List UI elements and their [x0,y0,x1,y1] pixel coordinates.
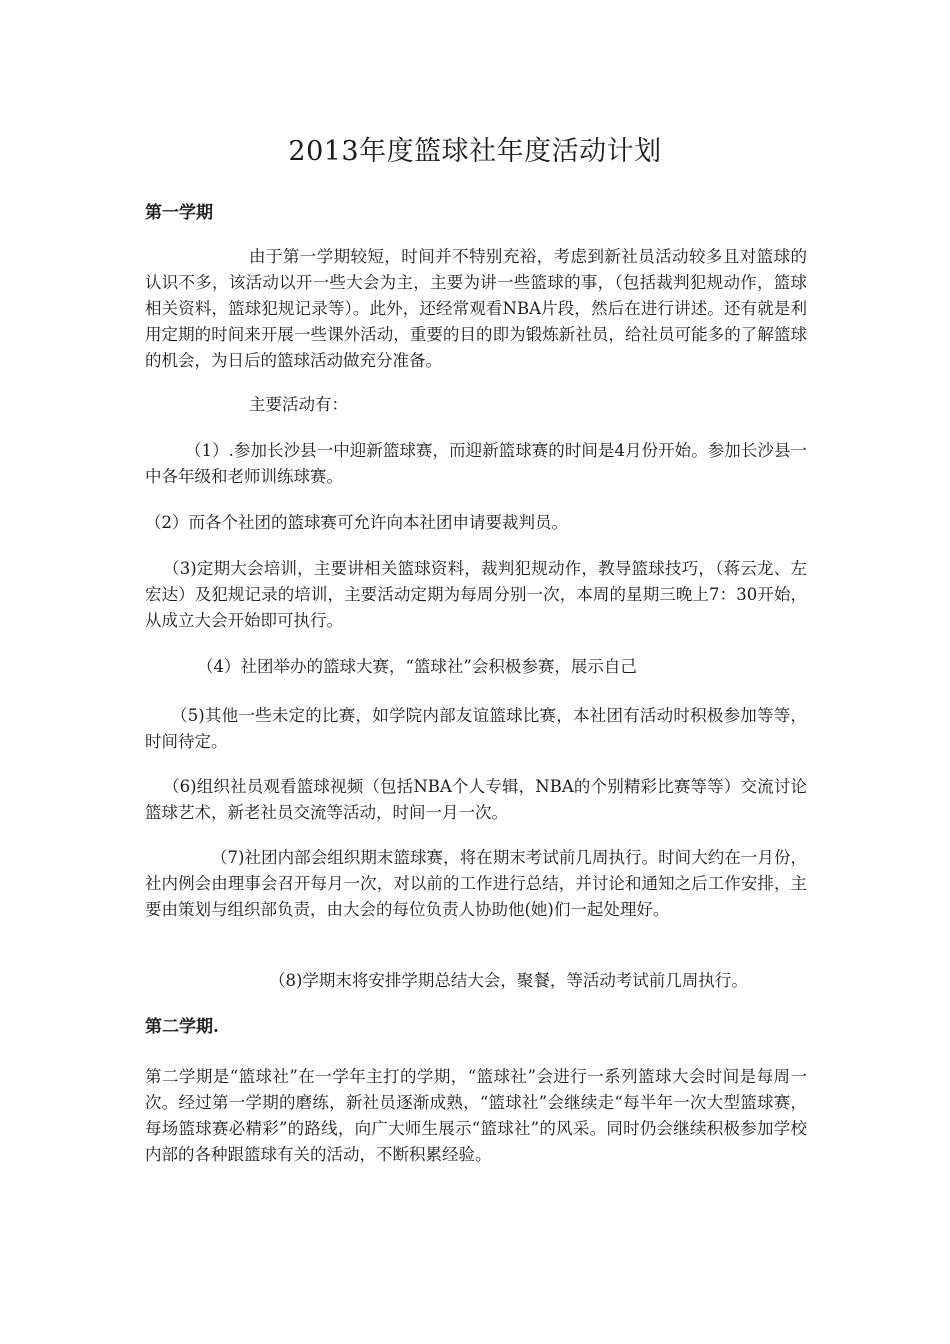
semester1-intro: 由于第一学期较短，时间并不特别充裕，考虑到新社员活动较多且对篮球的认识不多，该活动以开一些大会为主，主要为讲一些篮球的事，（包括裁判犯规动作，篮球相关资料，篮球犯规记录等）。此外，还经常观看NBA片段，然后在进行讲述。还有就是利用定期的时间来开展一些课外活动，重要的目的即为锻炼新社员，给社员可能多的了解篮球的机会，为日后的篮球活动做充分准备。 [145,247,807,370]
semester1-heading: 第一学期 [145,203,213,223]
activity-item-2: （2）而各个社团的篮球赛可允许向本社团申请要裁判员。 [145,513,568,532]
activity-item-7: （7)社团内部会组织期末篮球赛，将在期末考试前几周执行。时间大约在一月份，社内例会由理事会召开每月一次，对以前的工作进行总结，并讨论和通知之后工作安排，主要由策划与组织部负责，由大会的每位负责人协助他(她)们一起处理好。 [145,848,807,919]
page-title: 2013年度篮球社年度活动计划 [288,136,662,167]
activity-item-5: （5)其他一些未定的比赛，如学院内部友谊篮球比赛，本社团有活动时积极参加等等，时间待定。 [145,706,807,751]
semester2-heading: 第二学期. [145,1017,219,1037]
activity-item-6: （6)组织社员观看篮球视频（包括NBA个人专辑，NBA的个别精彩比赛等等）交流讨论篮球艺术，新老社员交流等活动，时间一月一次。 [145,777,807,822]
activity-item-3: （3)定期大会培训，主要讲相关篮球资料，裁判犯规动作，教导篮球技巧，（蒋云龙、左宏达）及犯规记录的培训，主要活动定期为每周分别一次，本周的星期三晚上7：30开始，从成立大会开始即可执行。 [145,559,807,630]
activity-item-4: （4）社团举办的篮球大赛，“篮球社”会积极参赛，展示自己 [197,657,637,676]
semester2-body: 第二学期是“篮球社”在一学年主打的学期，“篮球社”会进行一系列篮球大会时间是每周一次。经过第一学期的磨练，新社员逐渐成熟，“篮球社”会继续走“每半年一次大型篮球赛，每场篮球赛必精彩”的路线，向广大师生展示“篮球社”的风采。同时仍会继续积极参加学校内部的各种跟篮球有关的活动，不断积累经验。 [145,1067,807,1164]
activity-item-1: （1）.参加长沙县一中迎新篮球赛，而迎新篮球赛的时间是4月份开始。参加长沙县一中各年级和老师训练球赛。 [145,441,807,486]
activities-label: 主要活动有： [249,395,348,414]
activity-item-8: （8)学期末将安排学期总结大会，聚餐，等活动考试前几周执行。 [269,971,748,990]
